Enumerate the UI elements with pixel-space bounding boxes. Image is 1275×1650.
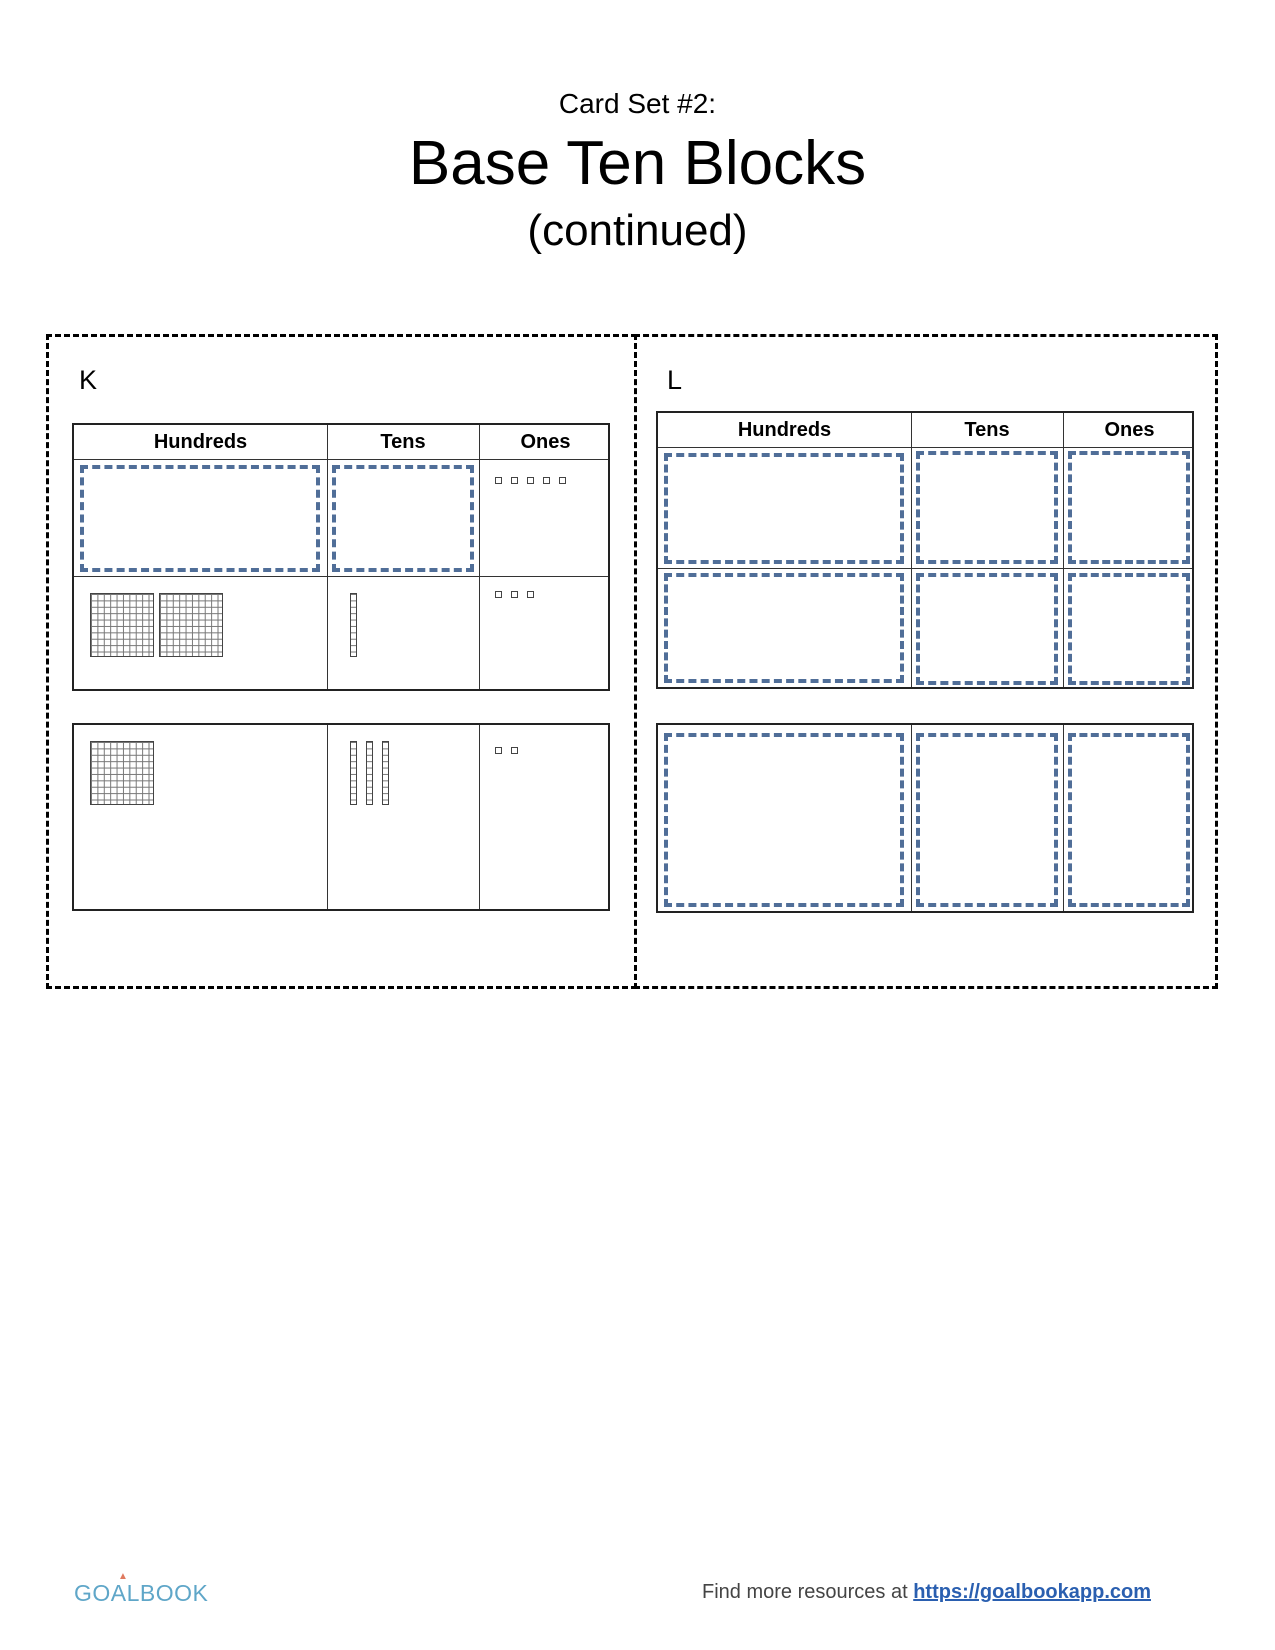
column-divider [1063,413,1064,687]
ones-unit [559,477,566,484]
goalbook-logo [74,1571,209,1607]
column-header-tens: Tens [964,419,1010,441]
logo-text: GOALBOOK [74,1580,209,1606]
place-value-table [72,423,610,691]
page-title: Base Ten Blocks [408,129,867,198]
answer-table [656,723,1194,913]
row-divider [74,576,608,577]
ones-unit [495,477,502,484]
blank-ones[interactable] [1068,733,1190,907]
row-divider [658,447,1192,448]
footer-text: Find more resources at [702,1581,914,1603]
blank-ones[interactable] [1068,451,1190,564]
column-header-tens: Tens [380,431,426,453]
hundreds-flat [90,741,154,805]
logo-mark-icon: ▲ [118,1571,129,1582]
row-divider [74,459,608,460]
card-l [634,334,1218,989]
footer-resources [702,1581,1151,1604]
hundreds-flat [90,593,154,657]
row-divider [658,568,1192,569]
hundreds-flat [159,593,223,657]
blank-hundreds[interactable] [664,733,904,907]
column-header-hundreds: Hundreds [153,431,248,453]
place-value-table [656,411,1194,689]
continued-label: (continued) [527,206,748,255]
column-divider [911,413,912,687]
column-divider [327,425,328,689]
column-header-ones: Ones [1104,419,1155,441]
blank-tens[interactable] [916,573,1058,685]
blank-tens[interactable] [916,451,1058,564]
goalbook-link[interactable]: https://goalbookapp.com [913,1581,1151,1603]
ones-unit [511,477,518,484]
blank-ones[interactable] [1068,573,1190,685]
card-label: K [79,365,98,395]
blank-tens[interactable] [916,733,1058,907]
column-header-hundreds: Hundreds [737,419,832,441]
answer-table [72,723,610,911]
tens-rod [382,741,389,805]
column-divider [327,725,328,909]
card-k [46,334,637,989]
column-divider [479,425,480,689]
blank-hundreds[interactable] [664,453,904,564]
tens-rod [350,741,357,805]
ones-unit [511,747,518,754]
ones-unit [543,477,550,484]
column-divider [479,725,480,909]
ones-unit [511,591,518,598]
ones-unit [495,747,502,754]
blank-hundreds[interactable] [664,573,904,683]
ones-unit [527,477,534,484]
ones-unit [495,591,502,598]
tens-rod [366,741,373,805]
column-divider [911,725,912,911]
column-header-ones: Ones [520,431,571,453]
blank-hundreds[interactable] [80,465,320,572]
blank-tens[interactable] [332,465,474,572]
card-label: L [667,365,683,395]
tens-rod [350,593,357,657]
ones-unit [527,591,534,598]
card-set-label: Card Set #2: [558,88,717,119]
column-divider [1063,725,1064,911]
